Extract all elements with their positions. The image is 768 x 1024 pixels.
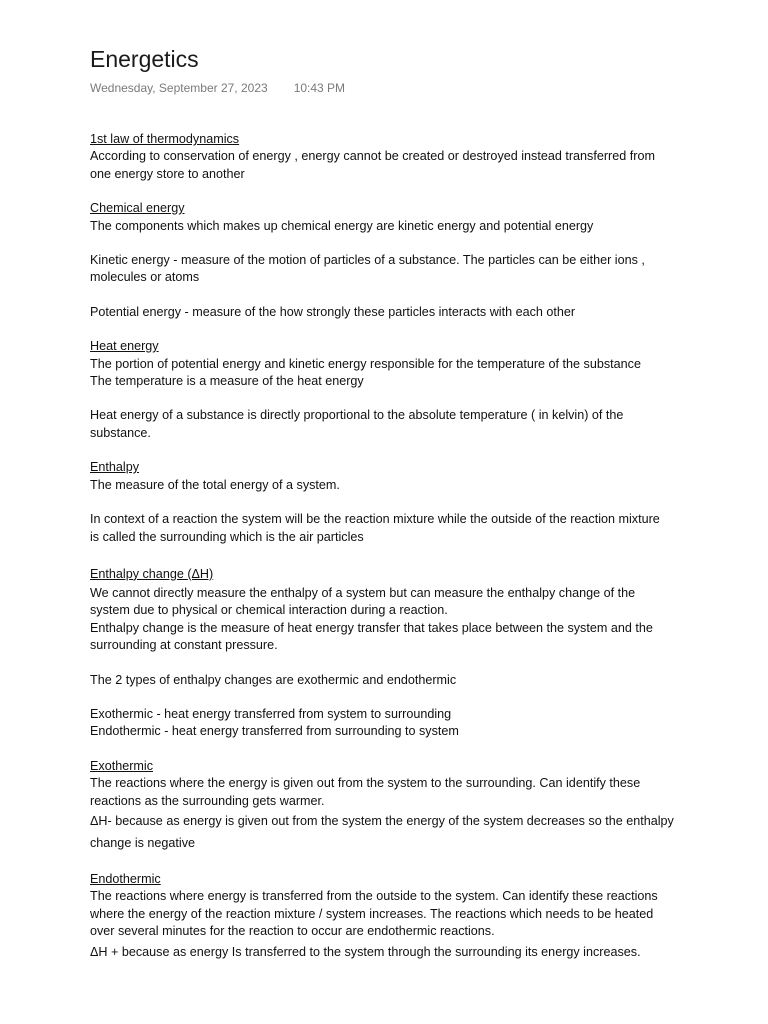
heading-line — [90, 131, 690, 148]
text-line: The temperature is a measure of the heat energy — [90, 374, 364, 389]
section-heading: Enthalpy change (ΔH) — [90, 566, 214, 581]
paragraph-spacer — [90, 235, 690, 252]
text-line: In context of a reaction the system will be the reaction mixture while the outside of the reaction mixture — [90, 512, 660, 527]
text-line: Kinetic energy - measure of the motion of particles of a substance. The particles can be either ions , — [90, 253, 645, 268]
note-body[interactable] — [90, 131, 690, 963]
paragraph-spacer — [90, 321, 690, 338]
heading-line — [90, 758, 690, 775]
paragraph-spacer — [90, 287, 690, 304]
text-line: reactions as the surrounding gets warmer. — [90, 793, 325, 808]
note-date: Wednesday, September 27, 2023 — [90, 81, 268, 95]
text-line: The reactions where the energy is given out from the system to the surrounding. Can identify these — [90, 776, 641, 791]
section-heading: 1st law of thermodynamics — [90, 132, 240, 146]
section-heading: Enthalpy — [90, 460, 140, 475]
text-line: is called the surrounding which is the air particles — [90, 529, 364, 544]
paragraph-spacer — [90, 854, 690, 871]
note-time: 10:43 PM — [293, 81, 346, 95]
paragraph-spacer — [90, 689, 690, 706]
text-line: where the energy of the reaction mixture / system increases. The reactions which needs to be heated — [90, 906, 654, 921]
text-line: We cannot directly measure the enthalpy of a system but can measure the enthalpy change of the — [90, 585, 636, 600]
paragraph-spacer — [90, 494, 690, 511]
text-line: molecules or atoms — [90, 270, 200, 285]
text-line: The 2 types of enthalpy changes are exothermic and endothermic — [90, 672, 457, 687]
text-line: The reactions where energy is transferred from the outside to the system. Can identify these reactions — [90, 889, 658, 904]
page-title[interactable]: Energetics — [90, 46, 199, 72]
section-heading: Endothermic — [90, 871, 161, 886]
text-line: surrounding at constant pressure. — [90, 638, 278, 653]
paragraph-spacer — [90, 655, 690, 672]
paragraph-spacer — [90, 741, 690, 758]
text-line: ΔH- because as energy is given out from the system the energy of the system decreases so the enthalpy — [90, 813, 674, 828]
heading-line — [90, 459, 690, 476]
heading-line — [90, 871, 690, 888]
heading-line — [90, 338, 690, 355]
heading-line — [90, 563, 690, 585]
text-line: The portion of potential energy and kinetic energy responsible for the temperature of the substance — [90, 356, 641, 371]
paragraph-spacer — [90, 390, 690, 407]
heading-line — [90, 200, 690, 217]
paragraph-spacer — [90, 442, 690, 459]
section-heading: Exothermic — [90, 758, 153, 773]
text-line: Heat energy of a substance is directly proportional to the absolute temperature ( in kelvin) of the — [90, 408, 624, 423]
text-line: one energy store to another — [90, 166, 245, 181]
section-heading: Chemical energy — [90, 201, 185, 216]
note-metadata — [90, 80, 690, 96]
text-line: change is negative — [90, 835, 196, 850]
section-heading: Heat energy — [90, 339, 159, 354]
text-line: ΔH + because as energy Is transferred to the system through the surrounding its energy increases. — [90, 944, 641, 959]
text-line: system due to physical or chemical interaction during a reaction. — [90, 603, 448, 618]
text-line: The components which makes up chemical energy are kinetic energy and potential energy — [90, 218, 594, 233]
text-line: Exothermic - heat energy transferred from system to surrounding — [90, 706, 452, 721]
text-line: Enthalpy change is the measure of heat energy transfer that takes place between the system and the — [90, 620, 653, 635]
text-line: substance. — [90, 425, 151, 440]
paragraph-spacer — [90, 546, 690, 563]
text-line: Potential energy - measure of the how strongly these particles interacts with each other — [90, 304, 576, 319]
note-page — [90, 44, 690, 963]
text-line: Endothermic - heat energy transferred from surrounding to system — [90, 724, 459, 739]
text-line: According to conservation of energy , energy cannot be created or destroyed instead transferred from — [90, 149, 655, 164]
text-line: The measure of the total energy of a system. — [90, 477, 340, 492]
text-line: over several minutes for the reaction to occur are endothermic reactions. — [90, 924, 495, 939]
paragraph-spacer — [90, 183, 690, 200]
